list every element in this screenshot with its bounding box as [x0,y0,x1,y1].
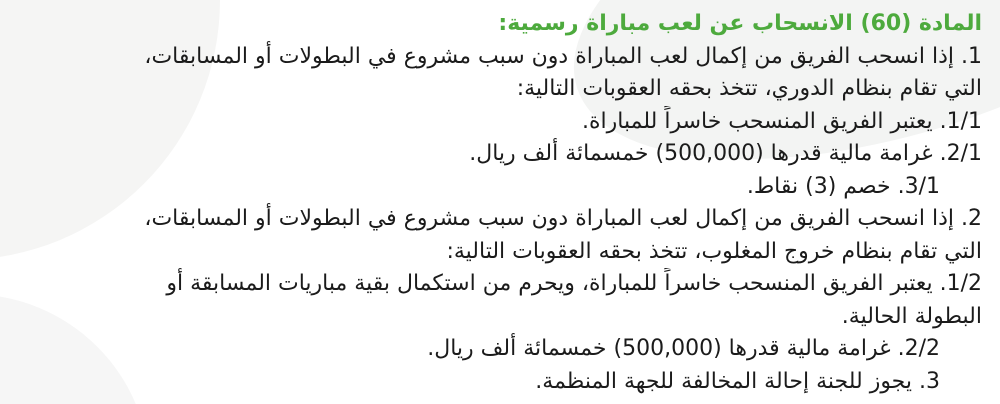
clause-3: 3. يجوز للجنة إحالة المخالفة للجهة المنظمة. [535,368,940,394]
article-heading: المادة (60) الانسحاب عن لعب مباراة رسمية: [498,11,982,36]
clause-1-continuation: التي تقام بنظام الدوري، تتخذ بحقه العقوبات التالية: [516,76,982,101]
clause-1-3: 3/1. خصم (3) نقاط. [746,173,940,199]
clause-1: 1. إذا انسحب الفريق من إكمال لعب المباراة دون سبب مشروع في البطولات أو المسابقات، [144,43,982,69]
clause-2-continuation: التي تقام بنظام خروج المغلوب، تتخذ بحقه العقوبات التالية: [446,238,982,264]
clause-2: 2. إذا انسحب الفريق من إكمال لعب المباراة دون سبب مشروع في البطولات أو المسابقات، [144,206,982,231]
clause-2-1-continuation: البطولة الحالية. [841,303,982,329]
clause-2-1: 1/2. يعتبر الفريق المنسحب خاسراً للمباراة، ويحرم من استكمال بقية مباريات المسابقة أو [166,271,982,296]
clause-2-2: 2/2. غرامة مالية قدرها (500,000) خمسمائة ألف ريال. [427,336,940,361]
clause-1-2: 2/1. غرامة مالية قدرها (500,000) خمسمائة ألف ريال. [469,141,982,166]
clause-1-1: 1/1. يعتبر الفريق المنسحب خاسراً للمباراة. [582,108,982,134]
article-document [12,8,982,398]
